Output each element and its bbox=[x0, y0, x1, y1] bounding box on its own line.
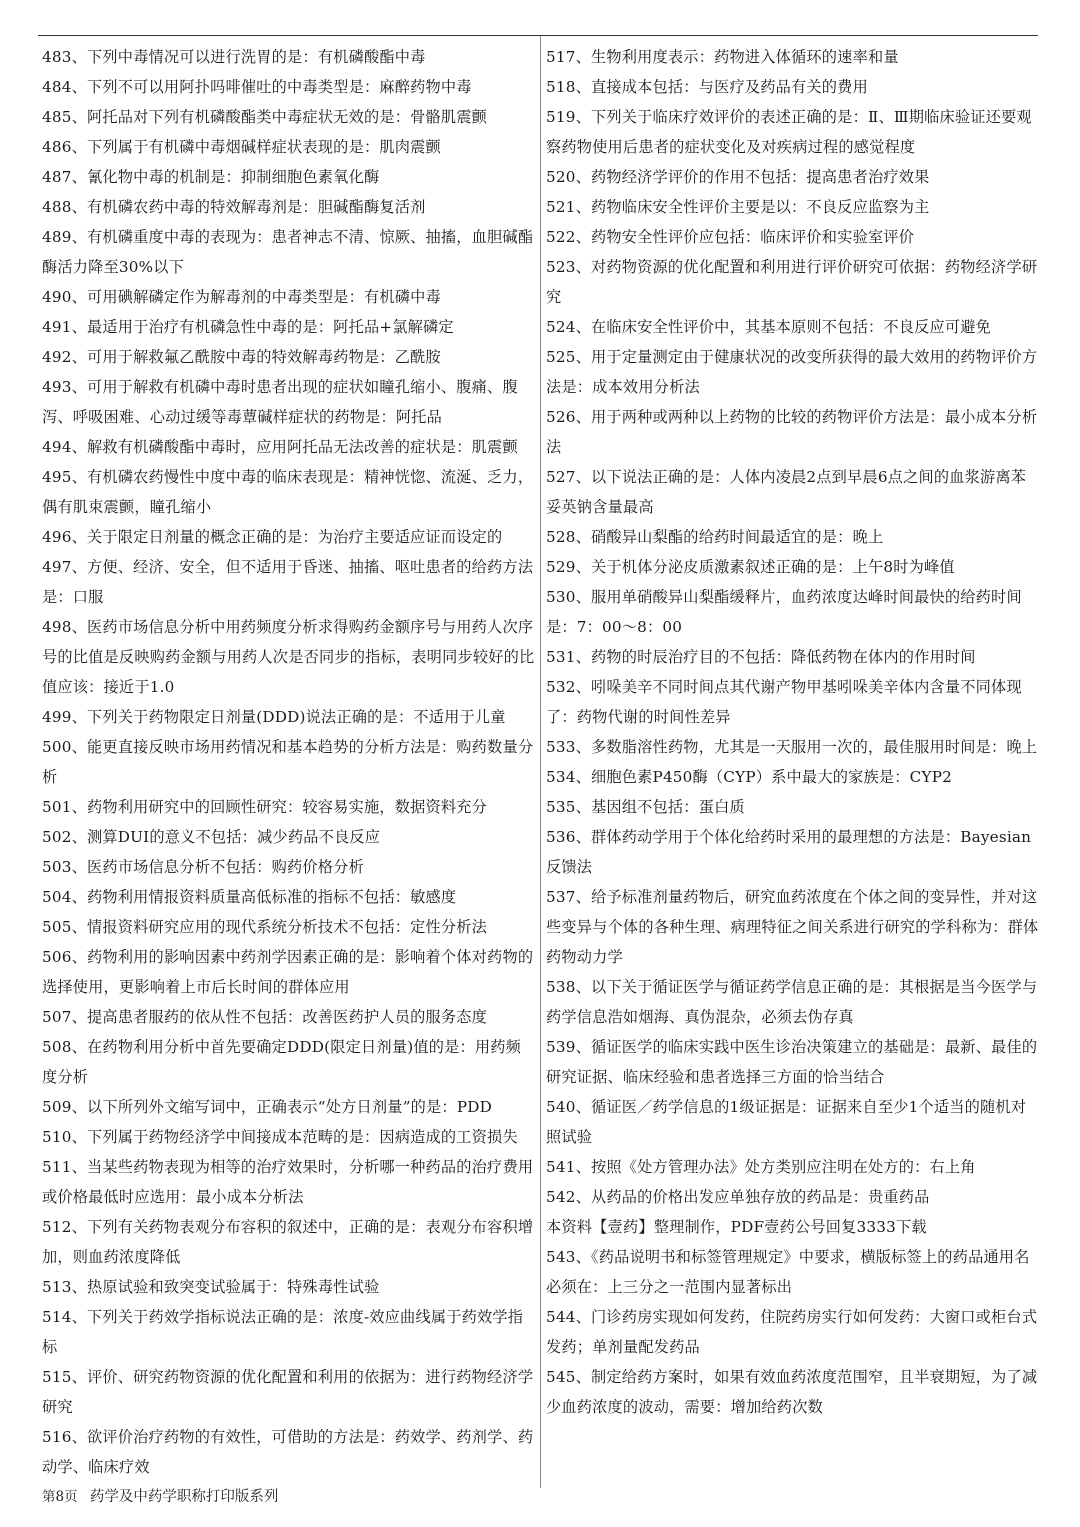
qa-item: 483、下列中毒情况可以进行洗胃的是：有机磷酸酯中毒 bbox=[42, 48, 426, 66]
qa-item: 510、下列属于药物经济学中间接成本范畴的是：因病造成的工资损失 bbox=[42, 1128, 518, 1146]
qa-item: 512、下列有关药物表观分布容积的叙述中，正确的是：表观分布容积增加，则血药浓度降低 bbox=[42, 1218, 534, 1266]
qa-item: 498、医药市场信息分析中用药频度分析求得购药金额序号与用药人次序号的比值是反映购药金额与用药人次是否同步的指标，表明同步较好的比值应该：接近于1.0 bbox=[42, 618, 535, 696]
qa-item: 492、可用于解救氟乙酰胺中毒的特效解毒药物是：乙酰胺 bbox=[42, 348, 441, 366]
qa-item: 508、在药物利用分析中首先要确定DDD(限定日剂量)值的是：用药频度分析 bbox=[42, 1038, 522, 1086]
qa-item: 497、方便、经济、安全，但不适用于昏迷、抽搐、呕吐患者的给药方法是：口服 bbox=[42, 558, 534, 606]
qa-item: 511、当某些药物表现为相等的治疗效果时，分析哪一种药品的治疗费用或价格最低时应选用：最小成本分析法 bbox=[42, 1158, 534, 1206]
qa-item: 504、药物利用情报资料质量高低标准的指标不包括：敏感度 bbox=[42, 888, 457, 906]
qa-item: 505、情报资料研究应用的现代系统分析技术不包括：定性分析法 bbox=[42, 918, 488, 936]
qa-item: 532、吲哚美辛不同时间点其代谢产物甲基吲哚美辛体内含量不同体现了：药物代谢的时间性差异 bbox=[546, 678, 1022, 726]
qa-item: 544、门诊药房实现如何发药，住院药房实行如何发药：大窗口或柜台式发药；单剂量配发药品 bbox=[546, 1308, 1038, 1356]
qa-item: 529、关于机体分泌皮质激素叙述正确的是：上午8时为峰值 bbox=[546, 558, 955, 576]
qa-item: 509、以下所列外文缩写词中，正确表示“处方日剂量”的是：PDD bbox=[42, 1098, 492, 1116]
qa-item: 540、循证医／药学信息的1级证据是：证据来自至少1个适当的随机对照试验 bbox=[546, 1098, 1027, 1146]
qa-item: 503、医药市场信息分析不包括：购药价格分析 bbox=[42, 858, 364, 876]
qa-item: 521、药物临床安全性评价主要是以：不良反应监察为主 bbox=[546, 198, 930, 216]
qa-item: 541、按照《处方管理办法》处方类别应注明在处方的：右上角 bbox=[546, 1158, 976, 1176]
qa-item: 488、有机磷农药中毒的特效解毒剂是：胆碱酯酶复活剂 bbox=[42, 198, 426, 216]
column-divider bbox=[540, 36, 541, 1488]
qa-item: 484、下列不可以用阿扑吗啡催吐的中毒类型是：麻醉药物中毒 bbox=[42, 78, 472, 96]
qa-item: 495、有机磷农药慢性中度中毒的临床表现是：精神恍惚、流涎、乏力，偶有肌束震颤，瞳孔缩小 bbox=[42, 468, 534, 516]
qa-item: 527、以下说法正确的是：人体内凌晨2点到早晨6点之间的血浆游离苯妥英钠含量最高 bbox=[546, 468, 1027, 516]
right-column bbox=[546, 42, 1040, 1422]
qa-item: 537、给予标准剂量药物后，研究血药浓度在个体之间的变异性，并对这些变异与个体的各种生理、病理特征之间关系进行研究的学科称为：群体药物动力学 bbox=[546, 888, 1039, 966]
qa-item: 507、提高患者服药的依从性不包括：改善医药护人员的服务态度 bbox=[42, 1008, 488, 1026]
page-footer bbox=[42, 1486, 278, 1508]
qa-item: 519、下列关于临床疗效评价的表述正确的是：Ⅱ、Ⅲ期临床验证还要观察药物使用后患者的症状变化及对疾病过程的感觉程度 bbox=[546, 108, 1032, 156]
qa-item: 513、热原试验和致突变试验属于：特殊毒性试验 bbox=[42, 1278, 380, 1296]
qa-item: 520、药物经济学评价的作用不包括：提高患者治疗效果 bbox=[546, 168, 930, 186]
qa-item: 490、可用碘解磷定作为解毒剂的中毒类型是：有机磷中毒 bbox=[42, 288, 441, 306]
qa-item: 514、下列关于药效学指标说法正确的是：浓度-效应曲线属于药效学指标 bbox=[42, 1308, 524, 1356]
qa-item: 528、硝酸异山梨酯的给药时间最适宜的是：晚上 bbox=[546, 528, 884, 546]
qa-item: 545、制定给药方案时，如果有效血药浓度范围窄，且半衰期短，为了减少血药浓度的波动，需要：增加给药次数 bbox=[546, 1368, 1038, 1416]
qa-item: 524、在临床安全性评价中，其基本原则不包括：不良反应可避免 bbox=[546, 318, 992, 336]
qa-item: 530、服用单硝酸异山梨酯缓释片，血药浓度达峰时间最快的给药时间是：7：00～8：00 bbox=[546, 588, 1022, 636]
qa-item: 522、药物安全性评价应包括：临床评价和实验室评价 bbox=[546, 228, 915, 246]
qa-item: 531、药物的时辰治疗目的不包括：降低药物在体内的作用时间 bbox=[546, 648, 976, 666]
qa-item: 515、评价、研究药物资源的优化配置和利用的依据为：进行药物经济学研究 bbox=[42, 1368, 534, 1416]
qa-item: 485、阿托品对下列有机磷酸酯类中毒症状无效的是：骨骼肌震颤 bbox=[42, 108, 488, 126]
qa-item: 542、从药品的价格出发应单独存放的药品是：贵重药品 bbox=[546, 1188, 930, 1206]
left-column bbox=[42, 42, 536, 1482]
qa-item: 538、以下关于循证医学与循证药学信息正确的是：其根据是当今医学与药学信息浩如烟海、真伪混杂，必须去伪存真 bbox=[546, 978, 1038, 1026]
qa-item: 534、细胞色素P450酶（CYP）系中最大的家族是：CYP2 bbox=[546, 768, 952, 786]
qa-item: 502、测算DUI的意义不包括：减少药品不良反应 bbox=[42, 828, 381, 846]
qa-item: 500、能更直接反映市场用药情况和基本趋势的分析方法是：购药数量分析 bbox=[42, 738, 534, 786]
qa-item: 494、解救有机磷酸酯中毒时，应用阿托品无法改善的症状是：肌震颤 bbox=[42, 438, 518, 456]
qa-item: 526、用于两种或两种以上药物的比较的药物评价方法是：最小成本分析法 bbox=[546, 408, 1038, 456]
qa-item: 518、直接成本包括：与医疗及药品有关的费用 bbox=[546, 78, 868, 96]
series-title: 药学及中药学职称打印版系列 bbox=[89, 1489, 279, 1505]
qa-item: 487、氰化物中毒的机制是：抑制细胞色素氧化酶 bbox=[42, 168, 380, 186]
qa-item: 506、药物利用的影响因素中药剂学因素正确的是：影响着个体对药物的选择使用，更影响着上市后长时间的群体应用 bbox=[42, 948, 534, 996]
qa-item: 496、关于限定日剂量的概念正确的是：为治疗主要适应证而设定的 bbox=[42, 528, 503, 546]
qa-item: 489、有机磷重度中毒的表现为：患者神志不清、惊厥、抽搐，血胆碱酯酶活力降至30%以下 bbox=[42, 228, 534, 276]
qa-item: 533、多数脂溶性药物，尤其是一天服用一次的，最佳服用时间是：晚上 bbox=[546, 738, 1038, 756]
top-rule bbox=[38, 35, 1038, 36]
qa-item: 543、《药品说明书和标签管理规定》中要求，横版标签上的药品通用名必须在：上三分之一范围内显著标出 bbox=[546, 1248, 1030, 1296]
qa-item: 517、生物利用度表示：药物进入体循环的速率和量 bbox=[546, 48, 899, 66]
qa-item: 539、循证医学的临床实践中医生诊治决策建立的基础是：最新、最佳的研究证据、临床经验和患者选择三方面的恰当结合 bbox=[546, 1038, 1038, 1086]
qa-item: 491、最适用于治疗有机磷急性中毒的是：阿托品+氯解磷定 bbox=[42, 318, 454, 336]
qa-item: 本资料【壹药】整理制作，PDF壹药公号回复3333下载 bbox=[546, 1218, 927, 1236]
qa-item: 516、欲评价治疗药物的有效性，可借助的方法是：药效学、药剂学、药动学、临床疗效 bbox=[42, 1428, 534, 1476]
qa-item: 523、对药物资源的优化配置和利用进行评价研究可依据：药物经济学研究 bbox=[546, 258, 1038, 306]
qa-item: 499、下列关于药物限定日剂量(DDD)说法正确的是：不适用于儿童 bbox=[42, 708, 506, 726]
qa-item: 501、药物利用研究中的回顾性研究：较容易实施，数据资料充分 bbox=[42, 798, 488, 816]
qa-item: 536、群体药动学用于个体化给药时采用的最理想的方法是：Bayesian反馈法 bbox=[546, 828, 1032, 876]
qa-item: 493、可用于解救有机磷中毒时患者出现的症状如瞳孔缩小、腹痛、腹泻、呼吸困难、心动过缓等毒蕈碱样症状的药物是：阿托品 bbox=[42, 378, 518, 426]
qa-item: 535、基因组不包括：蛋白质 bbox=[546, 798, 745, 816]
page-number: 第8页 bbox=[42, 1489, 78, 1505]
qa-item: 525、用于定量测定由于健康状况的改变所获得的最大效用的药物评价方法是：成本效用分析法 bbox=[546, 348, 1038, 396]
qa-item: 486、下列属于有机磷中毒烟碱样症状表现的是：肌肉震颤 bbox=[42, 138, 441, 156]
